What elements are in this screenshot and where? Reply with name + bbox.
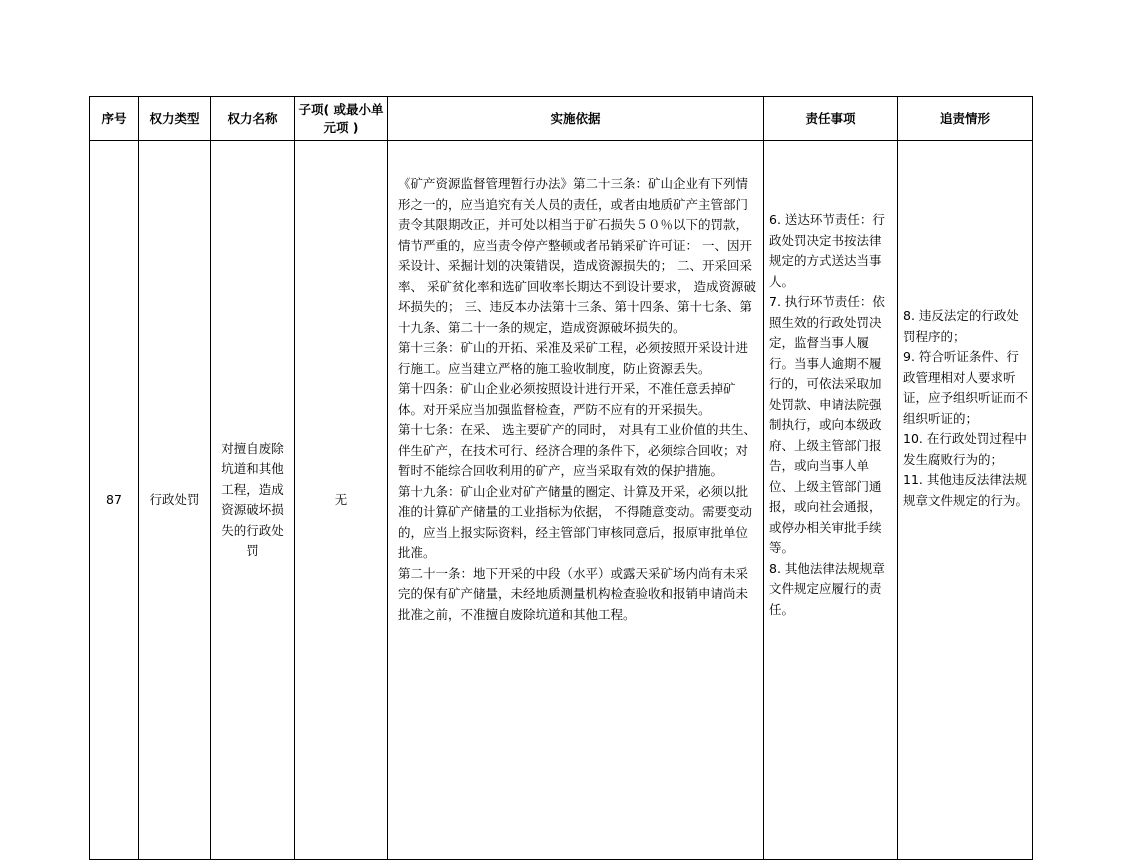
header-sub-item: 子项( 或最小单元项 ) <box>295 97 388 141</box>
cell-basis <box>388 141 764 860</box>
accountability-item: 11. 其他违反法律法规规章文件规定的行为。 <box>903 472 1029 508</box>
header-power-name: 权力名称 <box>211 97 295 141</box>
cell-responsibility <box>764 141 898 860</box>
accountability-item: 9. 符合听证条件、行政管理相对人要求听证，应予组织听证而不组织听证的； <box>903 349 1029 426</box>
header-basis: 实施依据 <box>388 97 764 141</box>
responsibility-item: 6. 送达环节责任：行政处罚决定书按法律规定的方式送达当事人。 <box>769 212 885 289</box>
responsibility-item: 7. 执行环节责任：依照生效的行政处罚决定，监督当事人履行。当事人逾期不履行的，可依法采取加处罚款、申请法院强制执行，或向本级政府、上级主管部门报告，或向当事人单位、上级主管部门通报，或向社会通报，或停办相关审批手续等。 <box>769 294 885 555</box>
basis-paragraph: 第十三条：矿山的开拓、采准及采矿工程，必须按照开采设计进行施工。应当建立严格的施工验收制度，防止资源丢失。 <box>398 340 749 376</box>
header-accountability: 追责情形 <box>898 97 1033 141</box>
power-list-table <box>89 96 1033 860</box>
cell-seq: 87 <box>90 141 139 860</box>
cell-power-name: 对擅自废除坑道和其他工程，造成资源破坏损失的行政处罚 <box>211 141 295 860</box>
basis-paragraph: 《矿产资源监督管理暂行办法》第二十三条：矿山企业有下列情形之一的，应当追究有关人员的责任，或者由地质矿产主管部门责令其限期改正，并可处以相当于矿石损失５０％以下的罚款，情节严重的，应当责令停产整顿或者吊销采矿许可证： 一、因开采设计、采掘计划的决策错误，造成资源损失的； 二、开采回采率、 采矿贫化率和选矿回收率长期达不到设计要求， 造成资源破坏损失的； 三、违反本办法第十三条、第十四条、第十七条、第十九条、第二十一条的规定，造成资源破坏损失的。 <box>398 176 756 335</box>
cell-accountability <box>898 141 1033 860</box>
header-row <box>90 97 1033 141</box>
accountability-item: 10. 在行政处罚过程中发生腐败行为的； <box>903 431 1027 467</box>
header-power-type: 权力类型 <box>139 97 211 141</box>
cell-power-type: 行政处罚 <box>139 141 211 860</box>
responsibility-item: 8. 其他法律法规规章文件规定应履行的责任。 <box>769 560 885 617</box>
accountability-item: 8. 违反法定的行政处罚程序的； <box>903 308 1019 344</box>
basis-paragraph: 第二十一条：地下开采的中段（水平）或露天采矿场内尚有未采完的保有矿产储量，未经地质测量机构检查验收和报销申请尚未批准之前，不准擅自废除坑道和其他工程。 <box>398 565 749 622</box>
table-row <box>90 141 1033 860</box>
cell-sub-item: 无 <box>295 141 388 860</box>
header-responsibility: 责任事项 <box>764 97 898 141</box>
header-seq: 序号 <box>90 97 139 141</box>
basis-paragraph: 第十九条：矿山企业对矿产储量的圈定、计算及开采，必须以批准的计算矿产储量的工业指标为依据， 不得随意变动。需要变动的，应当上报实际资料，经主管部门审核同意后，报原审批单位批准。 <box>398 483 752 560</box>
basis-paragraph: 第十七条：在采、 选主要矿产的同时， 对具有工业价值的共生、伴生矿产，在技术可行、经济合理的条件下，必须综合回收；对暂时不能综合回收利用的矿产，应当采取有效的保护措施。 <box>398 422 756 478</box>
basis-paragraph: 第十四条：矿山企业必须按照设计进行开采，不准任意丢掉矿体。对开采应当加强监督检查，严防不应有的开采损失。 <box>398 381 736 417</box>
